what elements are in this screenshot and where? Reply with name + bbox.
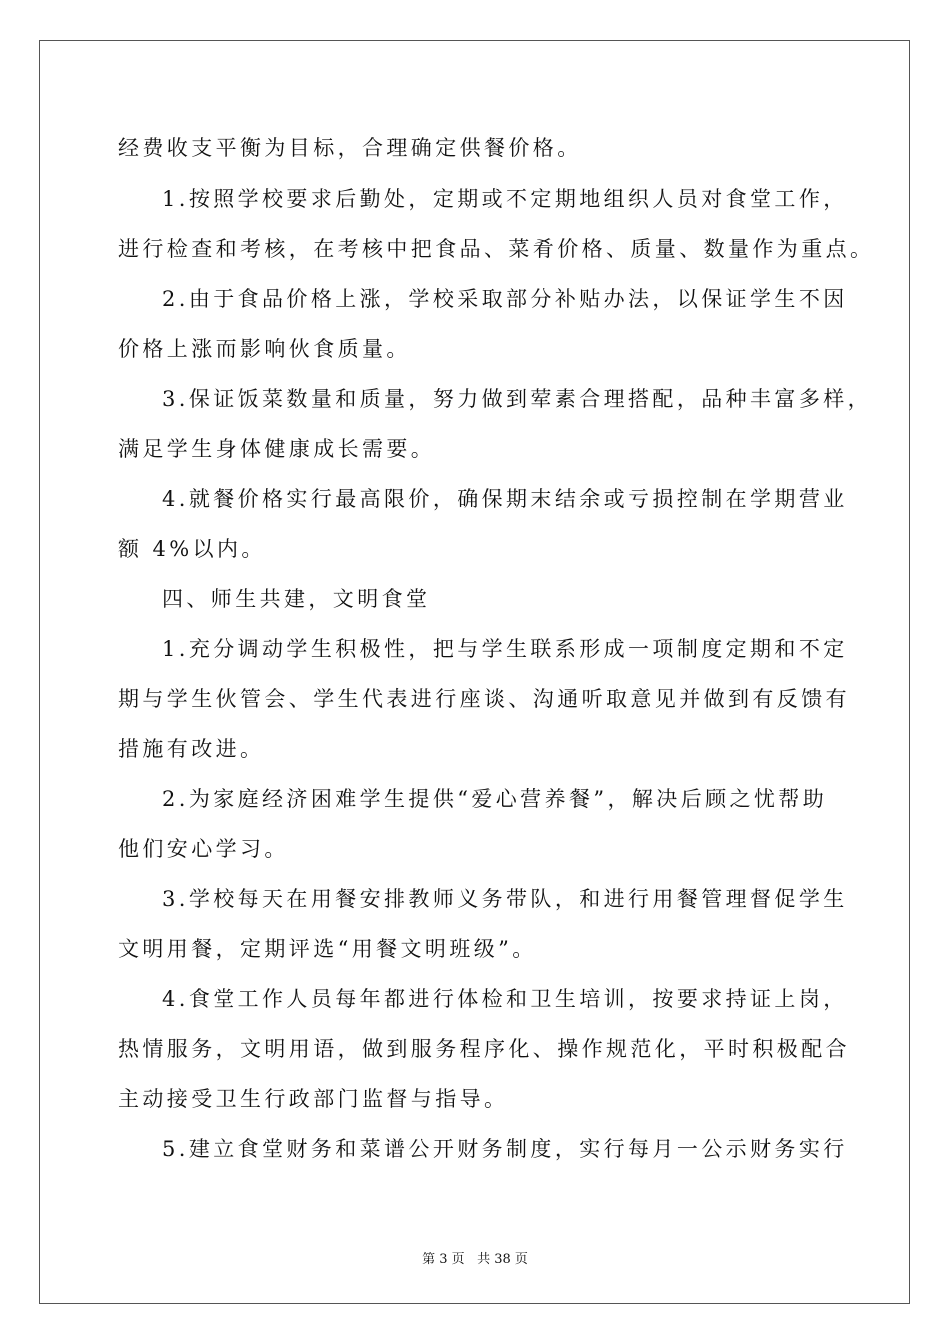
page-border <box>39 40 910 1304</box>
paragraph-line: 文明用餐，定期评选“用餐文明班级”。 <box>118 937 537 961</box>
paragraph-line: 2.为家庭经济困难学生提供“爱心营养餐”，解决后顾之忧帮助 <box>162 787 828 811</box>
paragraph-line: 1.按照学校要求后勤处，定期或不定期地组织人员对食堂工作， <box>162 187 848 211</box>
paragraph-line: 5.建立食堂财务和菜谱公开财务制度，实行每月一公示财务实行 <box>162 1137 848 1161</box>
page-number: 第 3 页 <box>422 1252 465 1267</box>
paragraph-line: 额 4%以内。 <box>118 537 266 561</box>
paragraph-line: 主动接受卫生行政部门监督与指导。 <box>118 1087 509 1111</box>
paragraph-line: 他们安心学习。 <box>118 837 289 861</box>
paragraph-line: 热情服务，文明用语，做到服务程序化、操作规范化，平时积极配合 <box>118 1037 850 1061</box>
paragraph-line: 4.食堂工作人员每年都进行体检和卫生培训，按要求持证上岗， <box>162 987 848 1011</box>
page-total: 共 38 页 <box>477 1252 528 1267</box>
section-heading: 四、师生共建，文明食堂 <box>162 587 431 611</box>
paragraph-line: 经费收支平衡为目标，合理确定供餐价格。 <box>118 136 582 160</box>
paragraph-line: 3.保证饭菜数量和质量，努力做到荤素合理搭配，品种丰富多样， <box>162 387 873 411</box>
page-footer <box>0 1248 950 1267</box>
paragraph-line: 3.学校每天在用餐安排教师义务带队，和进行用餐管理督促学生 <box>162 887 848 911</box>
paragraph-line: 4.就餐价格实行最高限价，确保期末结余或亏损控制在学期营业 <box>162 487 848 511</box>
paragraph-line: 进行检查和考核，在考核中把食品、菜肴价格、质量、数量作为重点。 <box>118 237 875 261</box>
paragraph-line: 价格上涨而影响伙食质量。 <box>118 337 411 361</box>
paragraph-line: 2.由于食品价格上涨，学校采取部分补贴办法，以保证学生不因 <box>162 287 848 311</box>
paragraph-line: 措施有改进。 <box>118 737 265 761</box>
paragraph-line: 1.充分调动学生积极性，把与学生联系形成一项制度定期和不定 <box>162 637 848 661</box>
paragraph-line: 满足学生身体健康成长需要。 <box>118 437 436 461</box>
paragraph-line: 期与学生伙管会、学生代表进行座谈、沟通听取意见并做到有反馈有 <box>118 687 850 711</box>
